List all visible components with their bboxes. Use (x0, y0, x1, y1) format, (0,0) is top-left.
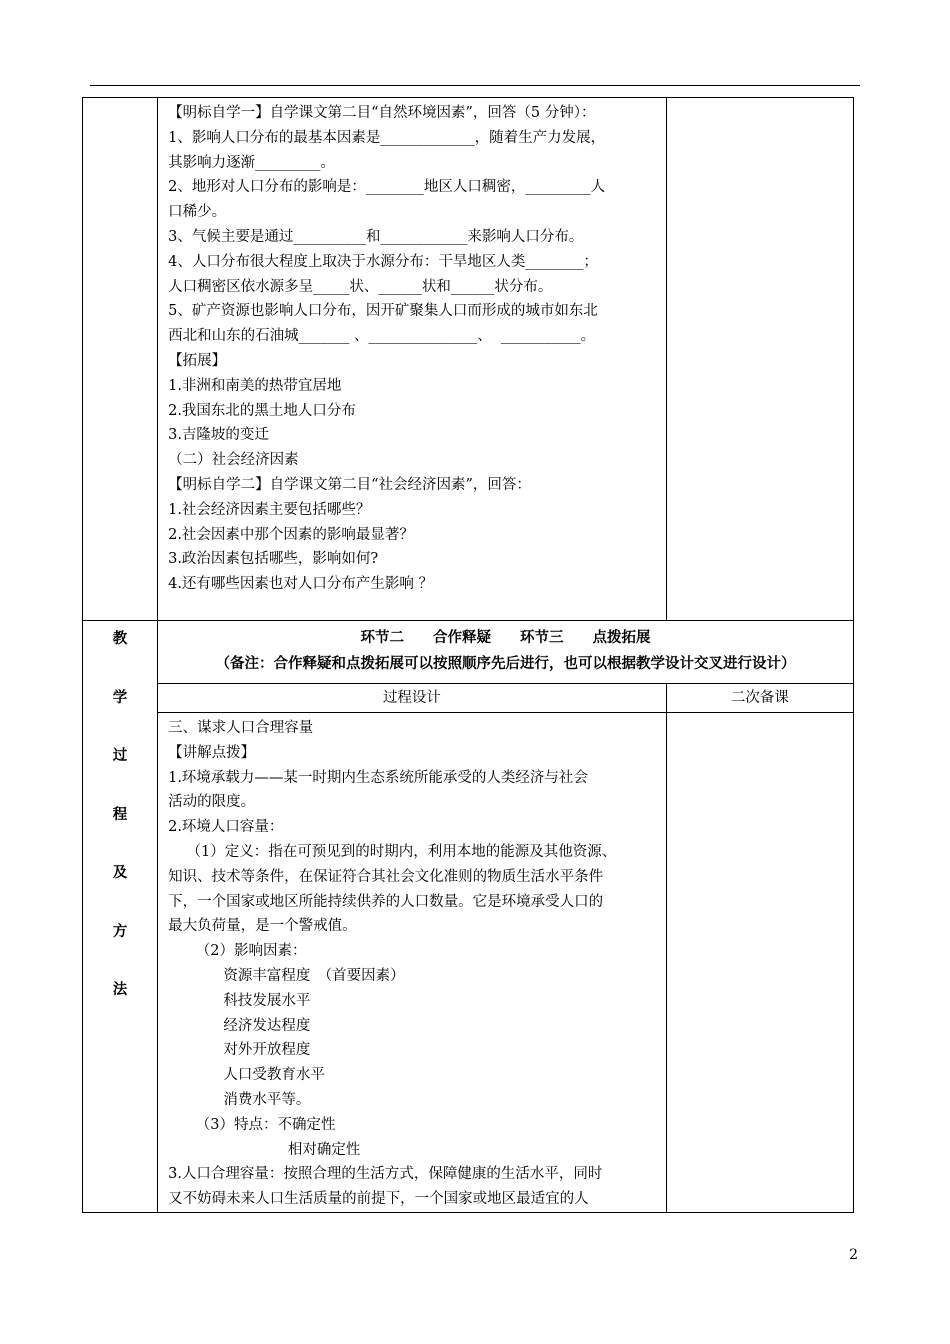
text-line: 经济发达程度 (168, 1017, 311, 1034)
text-line: 3.政治因素包括哪些，影响如何? (168, 551, 379, 568)
process-row (83, 713, 854, 1213)
stage-header-row (83, 621, 854, 684)
text-line: 3.吉隆坡的变迁 (168, 427, 269, 444)
text-line: 1.社会经济因素主要包括哪些？ (168, 501, 371, 518)
side-label-char: 教 (112, 630, 128, 647)
text-line: 西北和山东的石油城_______ 、_______________、 ___________。 (168, 328, 596, 345)
text-line: 【讲解点拨】 (168, 744, 256, 761)
text-line: 最大负荷量，是一个警戒值。 (168, 918, 357, 935)
side-label-char: 过 (112, 747, 128, 764)
side-label-char: 程 (112, 805, 128, 823)
text-line: （二）社会经济因素 (168, 452, 299, 469)
stage-title: 环节二 合作释疑 环节三 点拨拓展 (360, 629, 651, 646)
text-line: 2.我国东北的黑土地人口分布 (168, 402, 356, 419)
text-line: 2.环境人口容量： (168, 819, 284, 836)
text-line: 下，一个国家或地区所能持续供养的人口数量。它是环境承受人口的 (168, 893, 604, 910)
text-line: （1）定义：指在可预见到的时期内，利用本地的能源及其他资源、 (168, 843, 617, 860)
text-line: 资源丰富程度 （首要因素） (168, 967, 405, 984)
side-label-char: 方 (112, 922, 128, 940)
side-label-char: 学 (112, 688, 128, 706)
process-content (158, 713, 667, 1213)
side-label-char: 法 (112, 981, 128, 998)
page-number: 2 (849, 1247, 858, 1263)
left-empty-cell (83, 98, 158, 621)
self-study-content (158, 98, 667, 621)
text-line: 三、谋求人口合理容量 (168, 720, 314, 736)
text-line: 人口稠密区依水源多呈_____状、______状和______状分布。 (168, 278, 553, 295)
text-line: 2.社会因素中那个因素的影响最显著？ (168, 526, 414, 543)
text-line: 【明标自学二】自学课文第二目“社会经济因素”，回答： (168, 476, 531, 493)
text-line: 对外开放程度 (168, 1042, 311, 1059)
second-prep-header: 二次备课 (666, 684, 853, 713)
stage-note: （备注：合作释疑和点拨拓展可以按照顺序先后进行，也可以根据教学设计交叉进行设计） (215, 655, 796, 672)
text-line: 相对确定性 (168, 1141, 361, 1158)
text-line: 4.还有哪些因素也对人口分布产生影响 ？ (168, 576, 434, 593)
notes-cell-top (666, 98, 853, 621)
text-line: 4、人口分布很大程度上取决于水源分布：干旱地区人类________； (168, 253, 598, 270)
text-line: 又不妨碍未来人口生活质量的前提下，一个国家或地区最适宜的人 (168, 1191, 589, 1208)
text-line: 1.环境承载力——某一时期内生态系统所能承受的人类经济与社会 (168, 769, 588, 786)
process-design-header: 过程设计 (158, 684, 667, 713)
text-line: 科技发展水平 (168, 992, 311, 1009)
text-line: 1.非洲和南美的热带宜居地 (168, 377, 342, 394)
side-label-char: 及 (112, 864, 128, 881)
header-rule (90, 85, 860, 86)
text-line: 3、气候主要是通过__________和____________来影响人口分布。 (168, 228, 584, 245)
text-line: 消费水平等。 (168, 1091, 311, 1108)
self-study-row (83, 98, 854, 621)
text-line: 知识、技术等条件，在保证符合其社会文化准则的物质生活水平条件 (168, 868, 604, 885)
text-line: （2）影响因素： (168, 943, 307, 960)
stage-header (158, 621, 854, 684)
text-line: 人口受教育水平 (168, 1067, 325, 1084)
notes-cell-bottom (666, 713, 853, 1213)
text-line: 1、影响人口分布的最基本因素是_____________，随着生产力发展， (168, 129, 606, 146)
text-line: 活动的限度。 (168, 794, 256, 811)
text-line: 5、矿产资源也影响人口分布，因开矿聚集人口而形成的城市如东北 (168, 303, 598, 320)
text-line: （3）特点：不确定性 (168, 1116, 336, 1133)
text-line: 其影响力逐渐_________。 (168, 154, 335, 171)
lesson-plan-table (82, 97, 854, 1213)
text-line: 【明标自学一】自学课文第二目“自然环境因素”，回答（5 分钟）： (168, 105, 596, 121)
teaching-process-label (83, 621, 158, 1213)
text-line: 3.人口合理容量：按照合理的生活方式，保障健康的生活水平，同时 (168, 1166, 603, 1183)
text-line: 2、地形对人口分布的影响是：________地区人口稠密，_________人 (168, 179, 606, 196)
text-line: 【拓展】 (168, 352, 227, 369)
column-header-row (83, 684, 854, 713)
text-line: 口稀少。 (168, 204, 227, 221)
